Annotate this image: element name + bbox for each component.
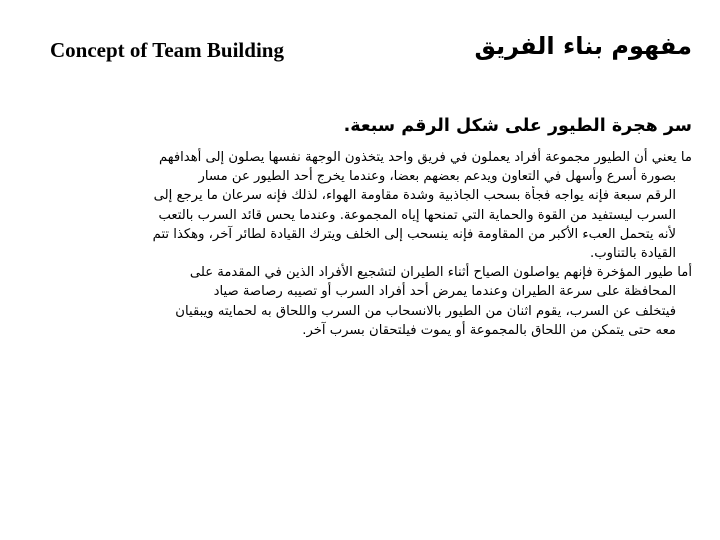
paragraph-line: معه حتى يتمكن من اللحاق بالمجموعة أو يموت فيلتحقان بسرب آخر.: [302, 322, 676, 338]
paragraph-rear-birds: [40, 263, 692, 340]
paragraph-line: بصورة أسرع وأسهل في التعاون ويدعم بعضهم بعضا، وعندما يخرج أحد الطيور عن مسار: [198, 169, 676, 185]
paragraph-line: القيادة بالتناوب.: [590, 246, 676, 262]
paragraph-migration: [40, 148, 692, 263]
section-heading: سر هجرة الطيور على شكل الرقم سبعة.: [343, 116, 692, 136]
slide-body: [40, 116, 692, 340]
english-title: Concept of Team Building: [50, 38, 284, 62]
arabic-title: مفهوم بناء الفريق: [474, 32, 692, 60]
paragraph-line: السرب ليستفيد من القوة والحماية التي تمنحها إياه المجموعة. وعندما يحس قائد السرب بالتعب: [158, 207, 676, 223]
paragraph-line: الرقم سبعة فإنه يواجه فجأة بسحب الجاذبية وشدة مقاومة الهواء، لذلك فإنه سرعان ما يرجع إلى: [153, 188, 676, 204]
paragraph-line: ما يعني أن الطيور مجموعة أفراد يعملون في فريق واحد يتخذون الوجهة نفسها يصلون إلى أهدافهم: [158, 150, 692, 165]
paragraph-line: المحافظة على سرعة الطيران وعندما يمرض أحد أفراد السرب أو تصيبه رصاصة صياد: [213, 284, 676, 300]
paragraph-line: أما طيور المؤخرة فإنهم يواصلون الصياح أثناء الطيران لتشجيع الأفراد الذين في المقدمة على: [189, 265, 692, 281]
paragraph-line: فيتخلف عن السرب، يقوم اثنان من الطيور بالانسحاب من السرب واللحاق به لحمايته ويبقيان: [175, 303, 676, 319]
paragraph-line: لأنه يتحمل العبء الأكبر من المقاومة فإنه ينسحب إلى الخلف ويترك القيادة لطائر آخر، وهكذا تتم: [152, 226, 676, 242]
